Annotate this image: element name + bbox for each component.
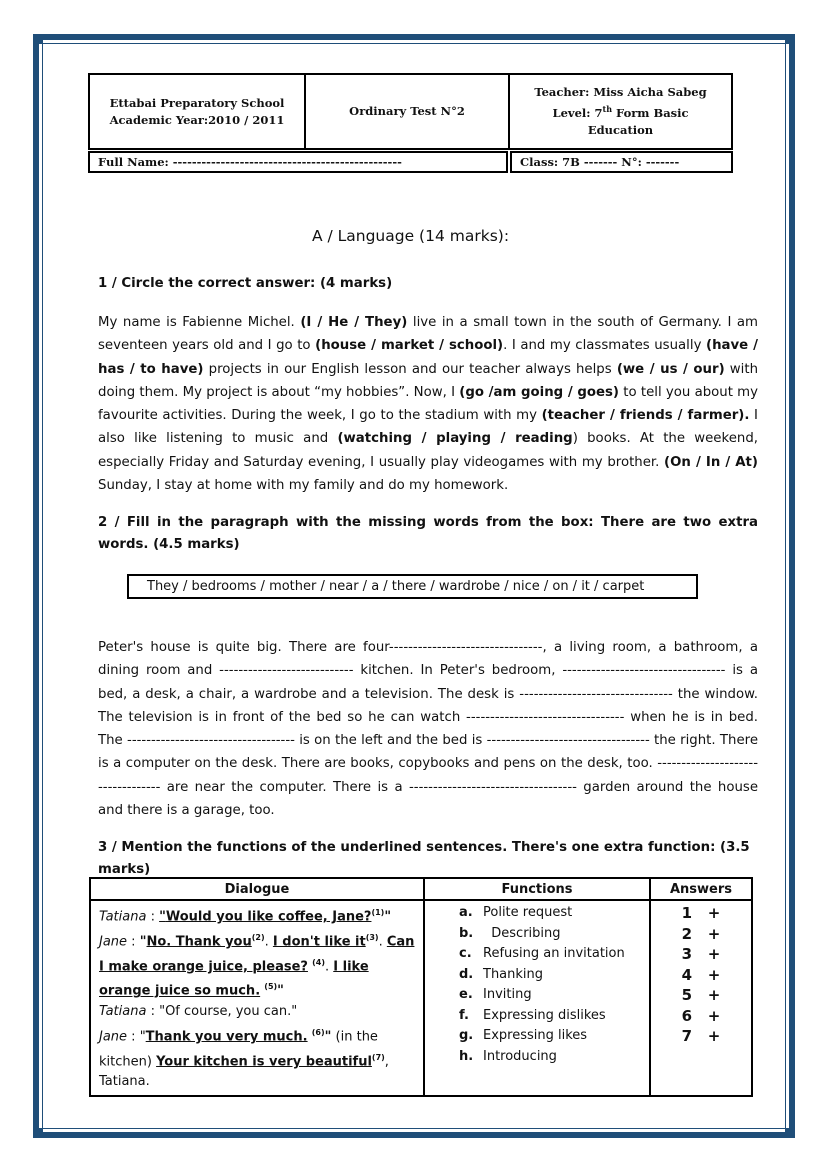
school-cell — [90, 75, 306, 148]
class-field: Class: 7B ------- N°: ------- — [510, 151, 733, 173]
answer-slot[interactable]: 7 + — [681, 1027, 721, 1045]
dialogue-line: Jane : "Thank you very much. $^{(6)}$" (in the kitchen) Your kitchen is very beautiful$^{(7)}$, Tatiana. — [99, 1027, 389, 1090]
function-item: d. Thanking — [459, 966, 544, 982]
function-item: h. Introducing — [459, 1048, 557, 1064]
answer-slot[interactable]: 1 + — [681, 904, 721, 922]
teacher-cell — [510, 75, 731, 148]
teacher-name: Teacher: Miss Aicha Sabeg — [534, 85, 707, 100]
test-cell — [306, 75, 510, 148]
word-box: They / bedrooms / mother / near / a / there / wardrobe / nice / on / it / carpet — [127, 574, 698, 599]
academic-year: Academic Year:2010 / 2011 — [109, 112, 285, 127]
function-item: c. Refusing an invitation — [459, 946, 625, 961]
functions-cell — [424, 900, 650, 1096]
function-item: e. Inviting — [459, 987, 532, 1002]
corner-ornament — [33, 34, 43, 44]
col-functions: Functions — [424, 878, 650, 900]
full-name-field: Full Name: ------------------------------------------------ — [88, 151, 508, 173]
q1-title: 1 / Circle the correct answer: (4 marks) — [98, 276, 393, 291]
corner-ornament — [785, 34, 795, 44]
dialogue-table — [89, 877, 753, 1097]
answer-slot[interactable]: 5 + — [681, 986, 721, 1004]
level: Level: 7th Form Basic — [552, 104, 689, 120]
col-dialogue: Dialogue — [90, 878, 424, 900]
function-item: a. Polite request — [459, 905, 573, 920]
dialogue-line: Jane : "No. Thank you$^{(2)}$. I don't like $it^{(3)}$. Can I make orange juice, please? $^{(4)}$. I like orange juice so much. $^{(5)}$" — [99, 932, 415, 999]
dialogue-line: Tatiana : "Of course, you can." — [99, 1004, 298, 1020]
corner-ornament — [33, 1128, 43, 1138]
col-answers: Answers — [650, 878, 752, 900]
function-item: b. Describing — [459, 925, 561, 941]
student-info-row — [88, 151, 733, 173]
q2-paragraph: Peter's house is quite big. There are four--------------------------------, a living room, a bathroom, a dining room and ---------------------------- kitchen. In Peter's bedroom, ---------------------------------- is a bed, a desk, a chair, a wardrobe and a television. The desk is -------------------------------- the window. The television is in front of the bed so he can watch --------------------------------- when he is in bed. The ----------------------------------- is on the left and the bed is ---------------------------------- the right. There is a computer on the desk. There are books, copybooks and pens on the desk, too. ---------------------------------- are near the computer. There is a ----------------------------------- garden around the house and there is a garage, too. — [98, 640, 758, 819]
answers-cell — [650, 900, 752, 1096]
answer-slot[interactable]: 6 + — [681, 1006, 721, 1025]
corner-ornament — [785, 1128, 795, 1138]
answer-slot[interactable]: 3 + — [681, 945, 721, 963]
school-name: Ettabai Preparatory School — [109, 95, 285, 110]
q2-title: 2 / Fill in the paragraph with the missing words from the box: There are two extra words. (4.5 marks) — [98, 515, 758, 552]
education: Education — [587, 122, 654, 137]
q1-paragraph: My name is Fabienne Michel. (I / He / They) live in a small town in the south of Germany. I am seventeen years old and I go to (house / market / school). I and my classmates usually (have / has / to have) projects in our English lesson and our teacher always helps (we / us / our) with doing them. My project is about “my hobbies”. Now, I (go /am going / goes) to tell you about my favourite activities. During the week, I go to the stadium with my (teacher / friends / farmer). I also like listening to music and (watching / playing / reading) books. At the weekend, especially Friday and Saturday evening, I usually play videogames with my brother. (On / In / At) Sunday, I stay at home with my family and do my homework. — [98, 315, 759, 494]
section-title: A / Language (14 marks): — [311, 227, 510, 245]
dialogue-cell — [90, 900, 424, 1096]
q3-title: 3 / Mention the functions of the underlined sentences. There's one extra function: (3.5 marks) — [98, 840, 750, 877]
dialogue-line: Tatiana : "Would you like coffee, Jane?$^{(1)}$" — [99, 908, 392, 925]
function-item: f. Expressing dislikes — [459, 1007, 606, 1023]
test-title: Ordinary Test N°2 — [349, 104, 465, 118]
answer-slot[interactable]: 2 + — [681, 924, 721, 943]
function-item: g. Expressing likes — [459, 1028, 588, 1043]
answer-slot[interactable]: 4 + — [681, 965, 721, 984]
header-box — [88, 73, 733, 150]
